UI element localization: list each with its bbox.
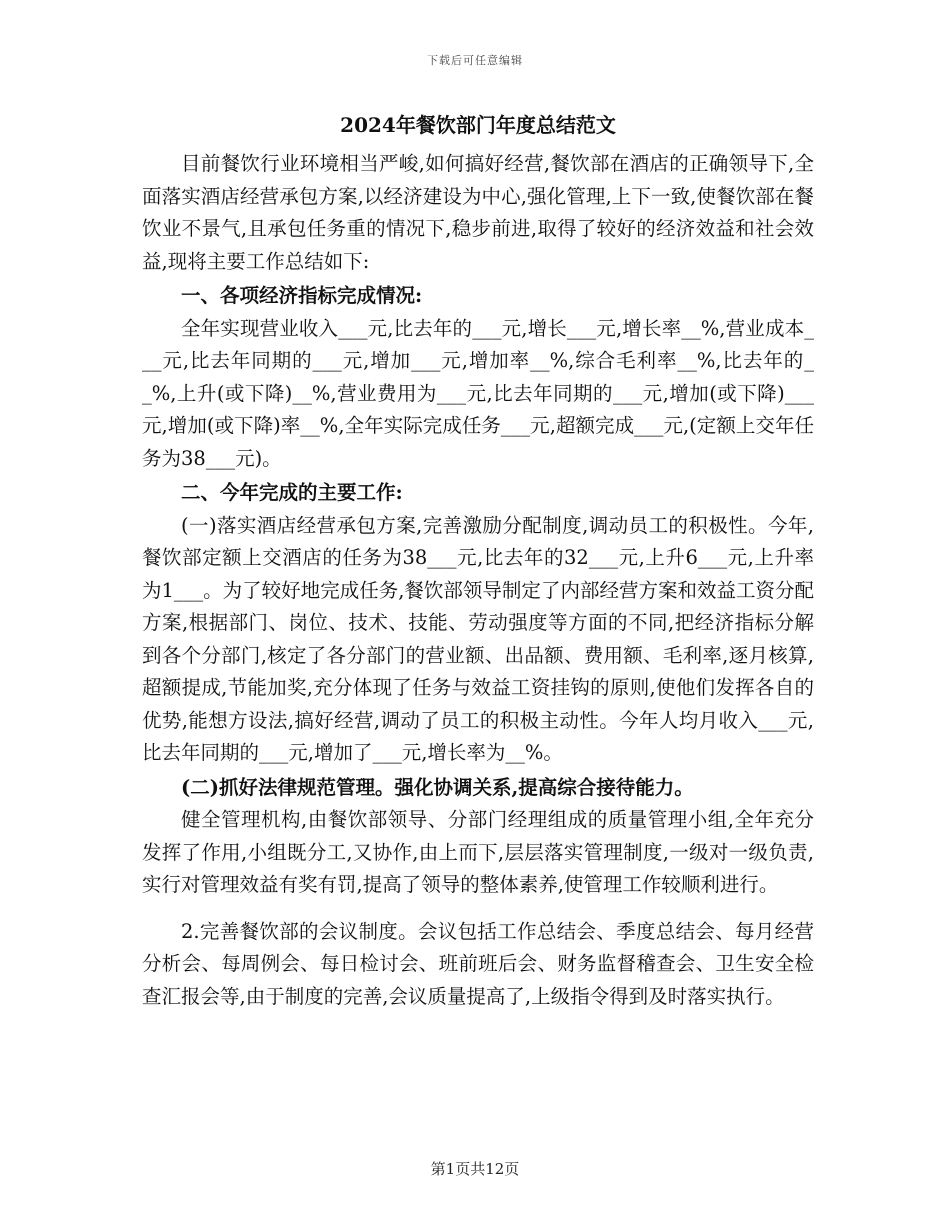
page-header-note: 下载后可任意编辑 [427, 54, 523, 67]
document-title: 2024年餐饮部门年度总结范文 [340, 113, 616, 137]
section2-item2-heading: (二)抓好法律规范管理。强化协调关系,提高综合接待能力。 [181, 775, 694, 799]
section2-item1-paragraph: (一)落实酒店经营承包方案,完善激励分配制度,调动员工的积极性。今年,餐饮部定额上交酒店的任务为38___元,比去年的32___元,上升6___元,上升率为1___。为了较好地完成任务,餐饮部领导制定了内部经营方案和效益工资分配方案,根据部门、岗位、技术、技能、劳动强度等方面的不同,把经济指标分解到各个分部门,核定了各分部门的营业额、出品额、费用额、毛利率,逐月核算,超额提成,节能加奖,充分体现了任务与效益工资挂钩的原则,使他们发挥各自的优势,能想方设法,搞好经营,调动了员工的积极主动性。今年人均月收入___元,比去年同期的___元,增加了___元,增长率为__%。 [142, 513, 814, 764]
section2-item2-point2-paragraph: 2.完善餐饮部的会议制度。会议包括工作总结会、季度总结会、每月经营分析会、每周例会、每日检讨会、班前班后会、财务监督稽查会、卫生安全检查汇报会等,由于制度的完善,会议质量提高了,上级指令得到及时落实执行。 [142, 919, 814, 1008]
section1-paragraph: 全年实现营业收入___元,比去年的___元,增长___元,增长率__%,营业成本___元,比去年同期的___元,增加___元,增加率__%,综合毛利率__%,比去年的__%,上升(或下降)__%,营业费用为___元,比去年同期的___元,增加(或下降)___元,增加(或下降)率__%,全年实际完成任务___元,超额完成___元,(定额上交年任务为38___元)。 [142, 316, 814, 470]
document-body [142, 108, 814, 1013]
section2-heading: 二、今年完成的主要工作: [181, 481, 403, 504]
page-footer-number: 第1页共12页 [430, 1160, 520, 1178]
section2-item2-paragraph: 健全管理机构,由餐饮部领导、分部门经理组成的质量管理小组,全年充分发挥了作用,小组既分工,又协作,由上而下,层层落实管理制度,一级对一级负责,实行对管理效益有奖有罚,提高了领导的整体素养,使管理工作较顺利进行。 [142, 808, 814, 896]
section1-heading: 一、各项经济指标完成情况: [181, 284, 423, 307]
intro-paragraph: 目前餐饮行业环境相当严峻,如何搞好经营,餐饮部在酒店的正确领导下,全面落实酒店经营承包方案,以经济建设为中心,强化管理,上下一致,使餐饮部在餐饮业不景气,且承包任务重的情况下,稳步前进,取得了较好的经济效益和社会效益,现将主要工作总结如下: [142, 152, 814, 273]
